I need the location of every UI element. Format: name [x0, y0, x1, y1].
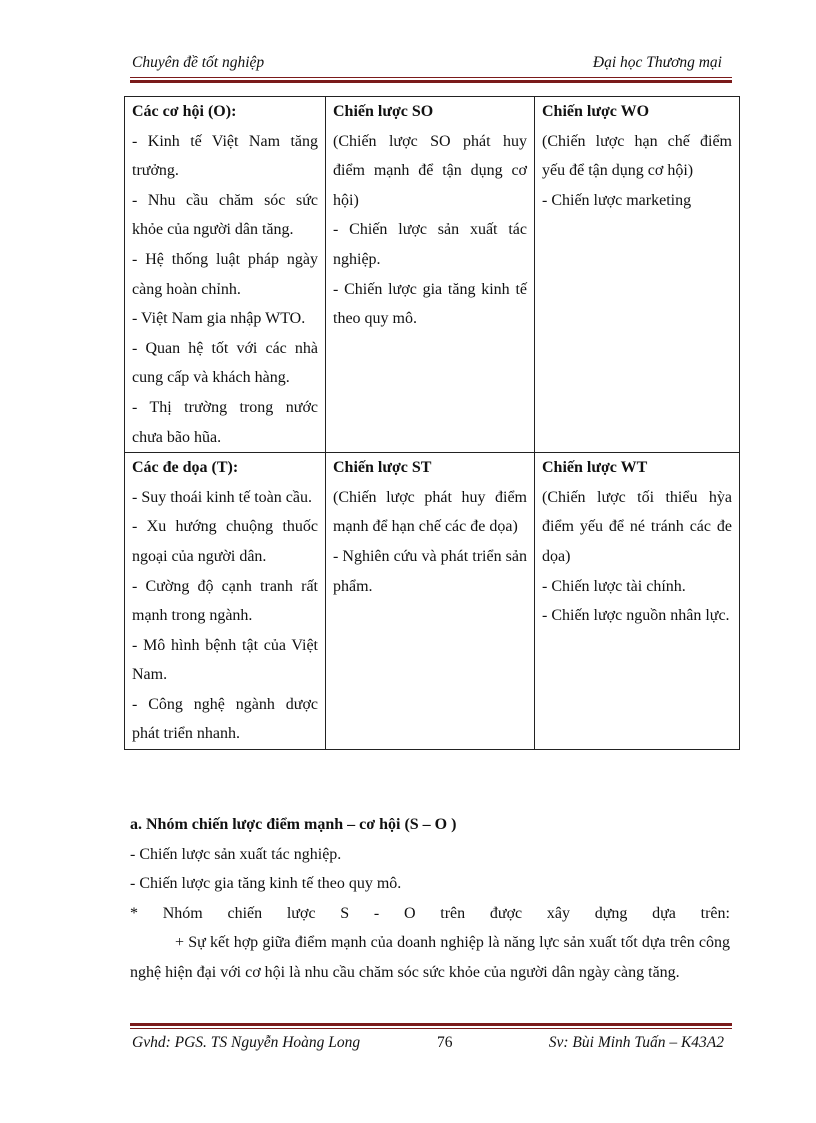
- list-item: - Suy thoái kinh tế toàn cầu.: [132, 488, 312, 506]
- list-item: - Chiến lược tài chính.: [542, 577, 686, 595]
- cell-title: Chiến lược WO: [542, 103, 650, 120]
- body-line: - Chiến lược sản xuất tác nghiệp.: [130, 845, 342, 863]
- body-line-spread: [130, 899, 730, 929]
- cell-threats: [125, 453, 326, 750]
- cell-st-strategy: [326, 453, 535, 750]
- page-header: [132, 52, 722, 76]
- list-item: - Chiến lược nguồn nhân lực.: [542, 607, 730, 625]
- list-item: - Nghiên cứu và phát triển sản phẩm.: [333, 547, 527, 595]
- cell-title: Chiến lược ST: [333, 459, 432, 477]
- cell-title: Chiến lược SO: [333, 103, 434, 120]
- cell-wt-strategy: [535, 453, 740, 750]
- body-section: [130, 810, 730, 988]
- footer-rule-thin: [130, 1028, 732, 1029]
- swot-strategy-table: [124, 96, 740, 750]
- list-item: - Mô hình bệnh tật của Việt Nam.: [132, 636, 318, 684]
- body-line: - Chiến lược gia tăng kinh tế theo quy mô.: [130, 875, 402, 893]
- header-right-title: Đại học Thương mại: [592, 54, 722, 71]
- table-row: [125, 453, 740, 750]
- cell-wo-strategy: [535, 97, 740, 453]
- section-heading: a. Nhóm chiến lược điểm mạnh – cơ hội (S – O ): [130, 816, 457, 833]
- word: được: [489, 904, 523, 922]
- word: dựa: [652, 904, 676, 922]
- word: trên: [440, 904, 466, 922]
- cell-title: Chiến lược WT: [542, 459, 648, 477]
- table-row: [125, 97, 740, 453]
- word: Nhóm: [162, 904, 203, 922]
- body-paragraph: + Sự kết hợp giữa điểm mạnh của doanh nghiệp là năng lực sản xuất tốt dựa trên công nghệ hiện đại với cơ hội là nhu cầu chăm sóc sức khỏe của người dân ngày càng tăng.: [130, 934, 730, 981]
- list-item: (Chiến lược SO phát huy điểm mạnh để tận dụng cơ hội): [333, 132, 527, 209]
- list-item: - Kinh tế Việt Nam tăng trưởng.: [132, 132, 318, 180]
- list-item: (Chiến lược phát huy điểm mạnh để hạn chế các đe dọa): [333, 488, 527, 536]
- word: trên:: [700, 904, 730, 922]
- list-item: - Công nghệ ngành dược phát triển nhanh.: [132, 695, 318, 743]
- page-footer: [132, 1034, 724, 1058]
- footer-rule-thick: [130, 1023, 732, 1026]
- list-item: - Quan hệ tốt với các nhà cung cấp và khách hàng.: [132, 339, 318, 387]
- list-item: - Chiến lược marketing: [542, 191, 692, 209]
- word: *: [130, 904, 138, 922]
- list-item: - Nhu cầu chăm sóc sức khỏe của người dân tăng.: [132, 191, 318, 239]
- word: O: [403, 904, 416, 922]
- list-item: - Chiến lược gia tăng kinh tế theo quy mô.: [333, 280, 527, 328]
- footer-student: Sv: Bùi Minh Tuấn – K43A2: [548, 1034, 724, 1051]
- header-left-title: Chuyên đề tốt nghiệp: [132, 54, 265, 71]
- word: -: [373, 904, 380, 922]
- cell-title: Các cơ hội (O):: [132, 103, 237, 120]
- word: dựng: [594, 904, 628, 922]
- list-item: - Xu hướng chuộng thuốc ngoại của người dân.: [132, 518, 318, 565]
- list-item: (Chiến lược tối thiểu hỳa điểm yếu để né tránh các đe dọa): [542, 488, 732, 565]
- list-item: - Chiến lược sản xuất tác nghiệp.: [333, 221, 527, 268]
- word: S: [340, 904, 350, 922]
- list-item: - Thị trường trong nước chưa bão hũa.: [132, 398, 318, 446]
- list-item: - Hệ thống luật pháp ngày càng hoàn chỉnh.: [132, 250, 318, 298]
- list-item: (Chiến lược hạn chế điểm yếu để tận dụng cơ hội): [542, 132, 732, 180]
- list-item: - Việt Nam gia nhập WTO.: [132, 310, 306, 328]
- cell-opportunities: [125, 97, 326, 453]
- footer-advisor: Gvhd: PGS. TS Nguyễn Hoàng Long: [132, 1034, 361, 1051]
- page-number: 76: [437, 1034, 453, 1051]
- word: lược: [286, 904, 316, 922]
- cell-so-strategy: [326, 97, 535, 453]
- header-rule-thin: [130, 77, 732, 78]
- header-rule-thick: [130, 80, 732, 83]
- list-item: - Cường độ cạnh tranh rất mạnh trong ngành.: [132, 577, 318, 625]
- word: xây: [546, 904, 570, 922]
- cell-title: Các đe dọa (T):: [132, 459, 239, 477]
- word: chiến: [227, 904, 263, 922]
